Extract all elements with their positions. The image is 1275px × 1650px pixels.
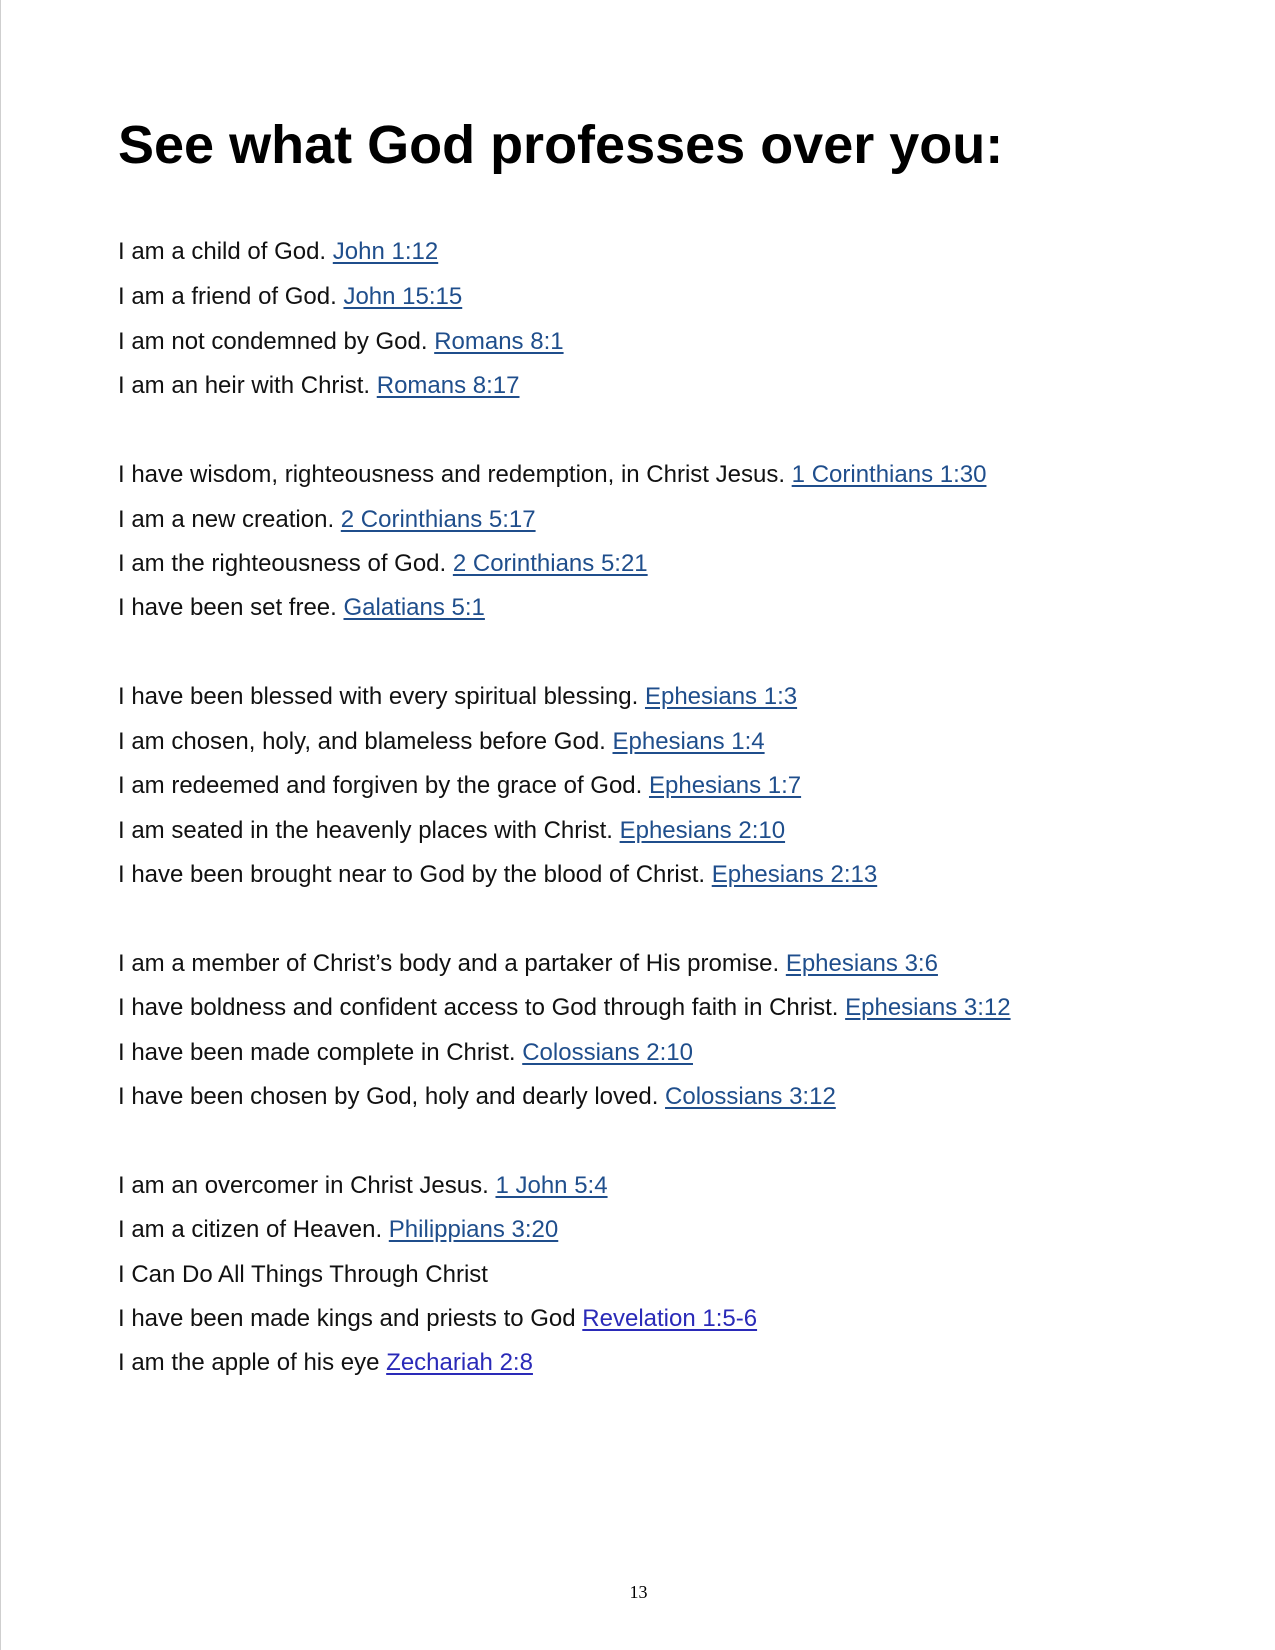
- statement-line: [118, 279, 462, 315]
- statement-text: I have been made complete in Christ.: [118, 1039, 523, 1066]
- scripture-link[interactable]: Ephesians 1:7: [648, 772, 802, 799]
- statement-text: I have wisdom, righteousness and redemption, in Christ Jesus.: [118, 461, 792, 488]
- scripture-link[interactable]: Ephesians 3:6: [785, 950, 938, 977]
- statement-text: I have been blessed with every spiritual blessing.: [118, 683, 645, 710]
- scripture-link[interactable]: John 15:15: [343, 283, 463, 310]
- scripture-link[interactable]: Colossians 2:10: [522, 1039, 693, 1066]
- statement-text: I Can Do All Things Through Christ: [118, 1261, 488, 1288]
- scripture-link[interactable]: Ephesians 2:13: [711, 861, 878, 888]
- statement-line: [118, 1168, 608, 1204]
- scripture-link[interactable]: Zechariah 2:8: [386, 1349, 533, 1376]
- statement-line: [118, 234, 438, 270]
- page-number: 13: [629, 1582, 648, 1602]
- scripture-link[interactable]: 2 Corinthians 5:17: [340, 506, 536, 533]
- scripture-link[interactable]: Revelation 1:5-6: [582, 1305, 758, 1332]
- scripture-link[interactable]: Ephesians 1:3: [644, 683, 798, 710]
- statement-line: [118, 1257, 488, 1293]
- statement-text: I am a citizen of Heaven.: [118, 1216, 389, 1243]
- scripture-link[interactable]: 1 John 5:4: [495, 1172, 608, 1199]
- scripture-link[interactable]: Colossians 3:12: [665, 1083, 836, 1110]
- statement-line: [118, 990, 1011, 1026]
- statement-text: I am a new creation.: [118, 506, 341, 533]
- statement-text: I am redeemed and forgiven by the grace of God.: [118, 772, 649, 799]
- statement-text: I have been set free.: [118, 594, 344, 621]
- statement-text: I am a friend of God.: [118, 283, 344, 310]
- statement-text: I am a child of God.: [118, 238, 333, 265]
- statement-line: [118, 546, 648, 582]
- statement-line: [118, 368, 520, 404]
- statement-text: I am seated in the heavenly places with Christ.: [118, 817, 620, 844]
- statement-line: [118, 724, 765, 760]
- scripture-link[interactable]: Ephesians 2:10: [619, 817, 786, 844]
- statement-text: I am chosen, holy, and blameless before God.: [118, 728, 613, 755]
- statement-text: I have been brought near to God by the blood of Christ.: [118, 861, 712, 888]
- scripture-link[interactable]: Ephesians 1:4: [612, 728, 765, 755]
- statement-line: [118, 1301, 757, 1337]
- scripture-link[interactable]: 2 Corinthians 5:21: [452, 550, 648, 577]
- statement-line: [118, 768, 801, 804]
- statement-text: I am an heir with Christ.: [118, 372, 377, 399]
- scripture-link[interactable]: John 1:12: [332, 238, 439, 265]
- statement-text: I have been made kings and priests to God: [118, 1305, 583, 1332]
- statement-line: [118, 457, 986, 493]
- scripture-link[interactable]: 1 Corinthians 1:30: [791, 461, 987, 488]
- scripture-link[interactable]: Romans 8:17: [376, 372, 520, 399]
- statement-line: [118, 1212, 558, 1248]
- statement-text: I am an overcomer in Christ Jesus.: [118, 1172, 496, 1199]
- statement-line: [118, 502, 536, 538]
- statement-text: I have been chosen by God, holy and dearly loved.: [118, 1083, 666, 1110]
- page-title: See what God professes over you:: [118, 115, 1004, 175]
- statement-line: [118, 1035, 693, 1071]
- statement-text: I am the apple of his eye: [118, 1349, 387, 1376]
- statement-text: I have boldness and confident access to God through faith in Christ.: [118, 994, 846, 1021]
- statement-line: [118, 324, 564, 360]
- statement-text: I am not condemned by God.: [118, 328, 435, 355]
- statement-line: [118, 590, 485, 626]
- scripture-link[interactable]: Romans 8:1: [434, 328, 564, 355]
- statement-text: I am the righteousness of God.: [118, 550, 453, 577]
- scripture-link[interactable]: Galatians 5:1: [343, 594, 485, 621]
- statement-text: I am a member of Christ’s body and a partaker of His promise.: [118, 950, 786, 977]
- statement-line: [118, 1079, 836, 1115]
- scripture-link[interactable]: Philippians 3:20: [388, 1216, 559, 1243]
- statement-line: [118, 857, 877, 893]
- statement-line: [118, 679, 797, 715]
- scripture-link[interactable]: Ephesians 3:12: [845, 994, 1011, 1021]
- statement-line: [118, 813, 785, 849]
- statement-line: [118, 946, 938, 982]
- statement-line: [118, 1345, 533, 1381]
